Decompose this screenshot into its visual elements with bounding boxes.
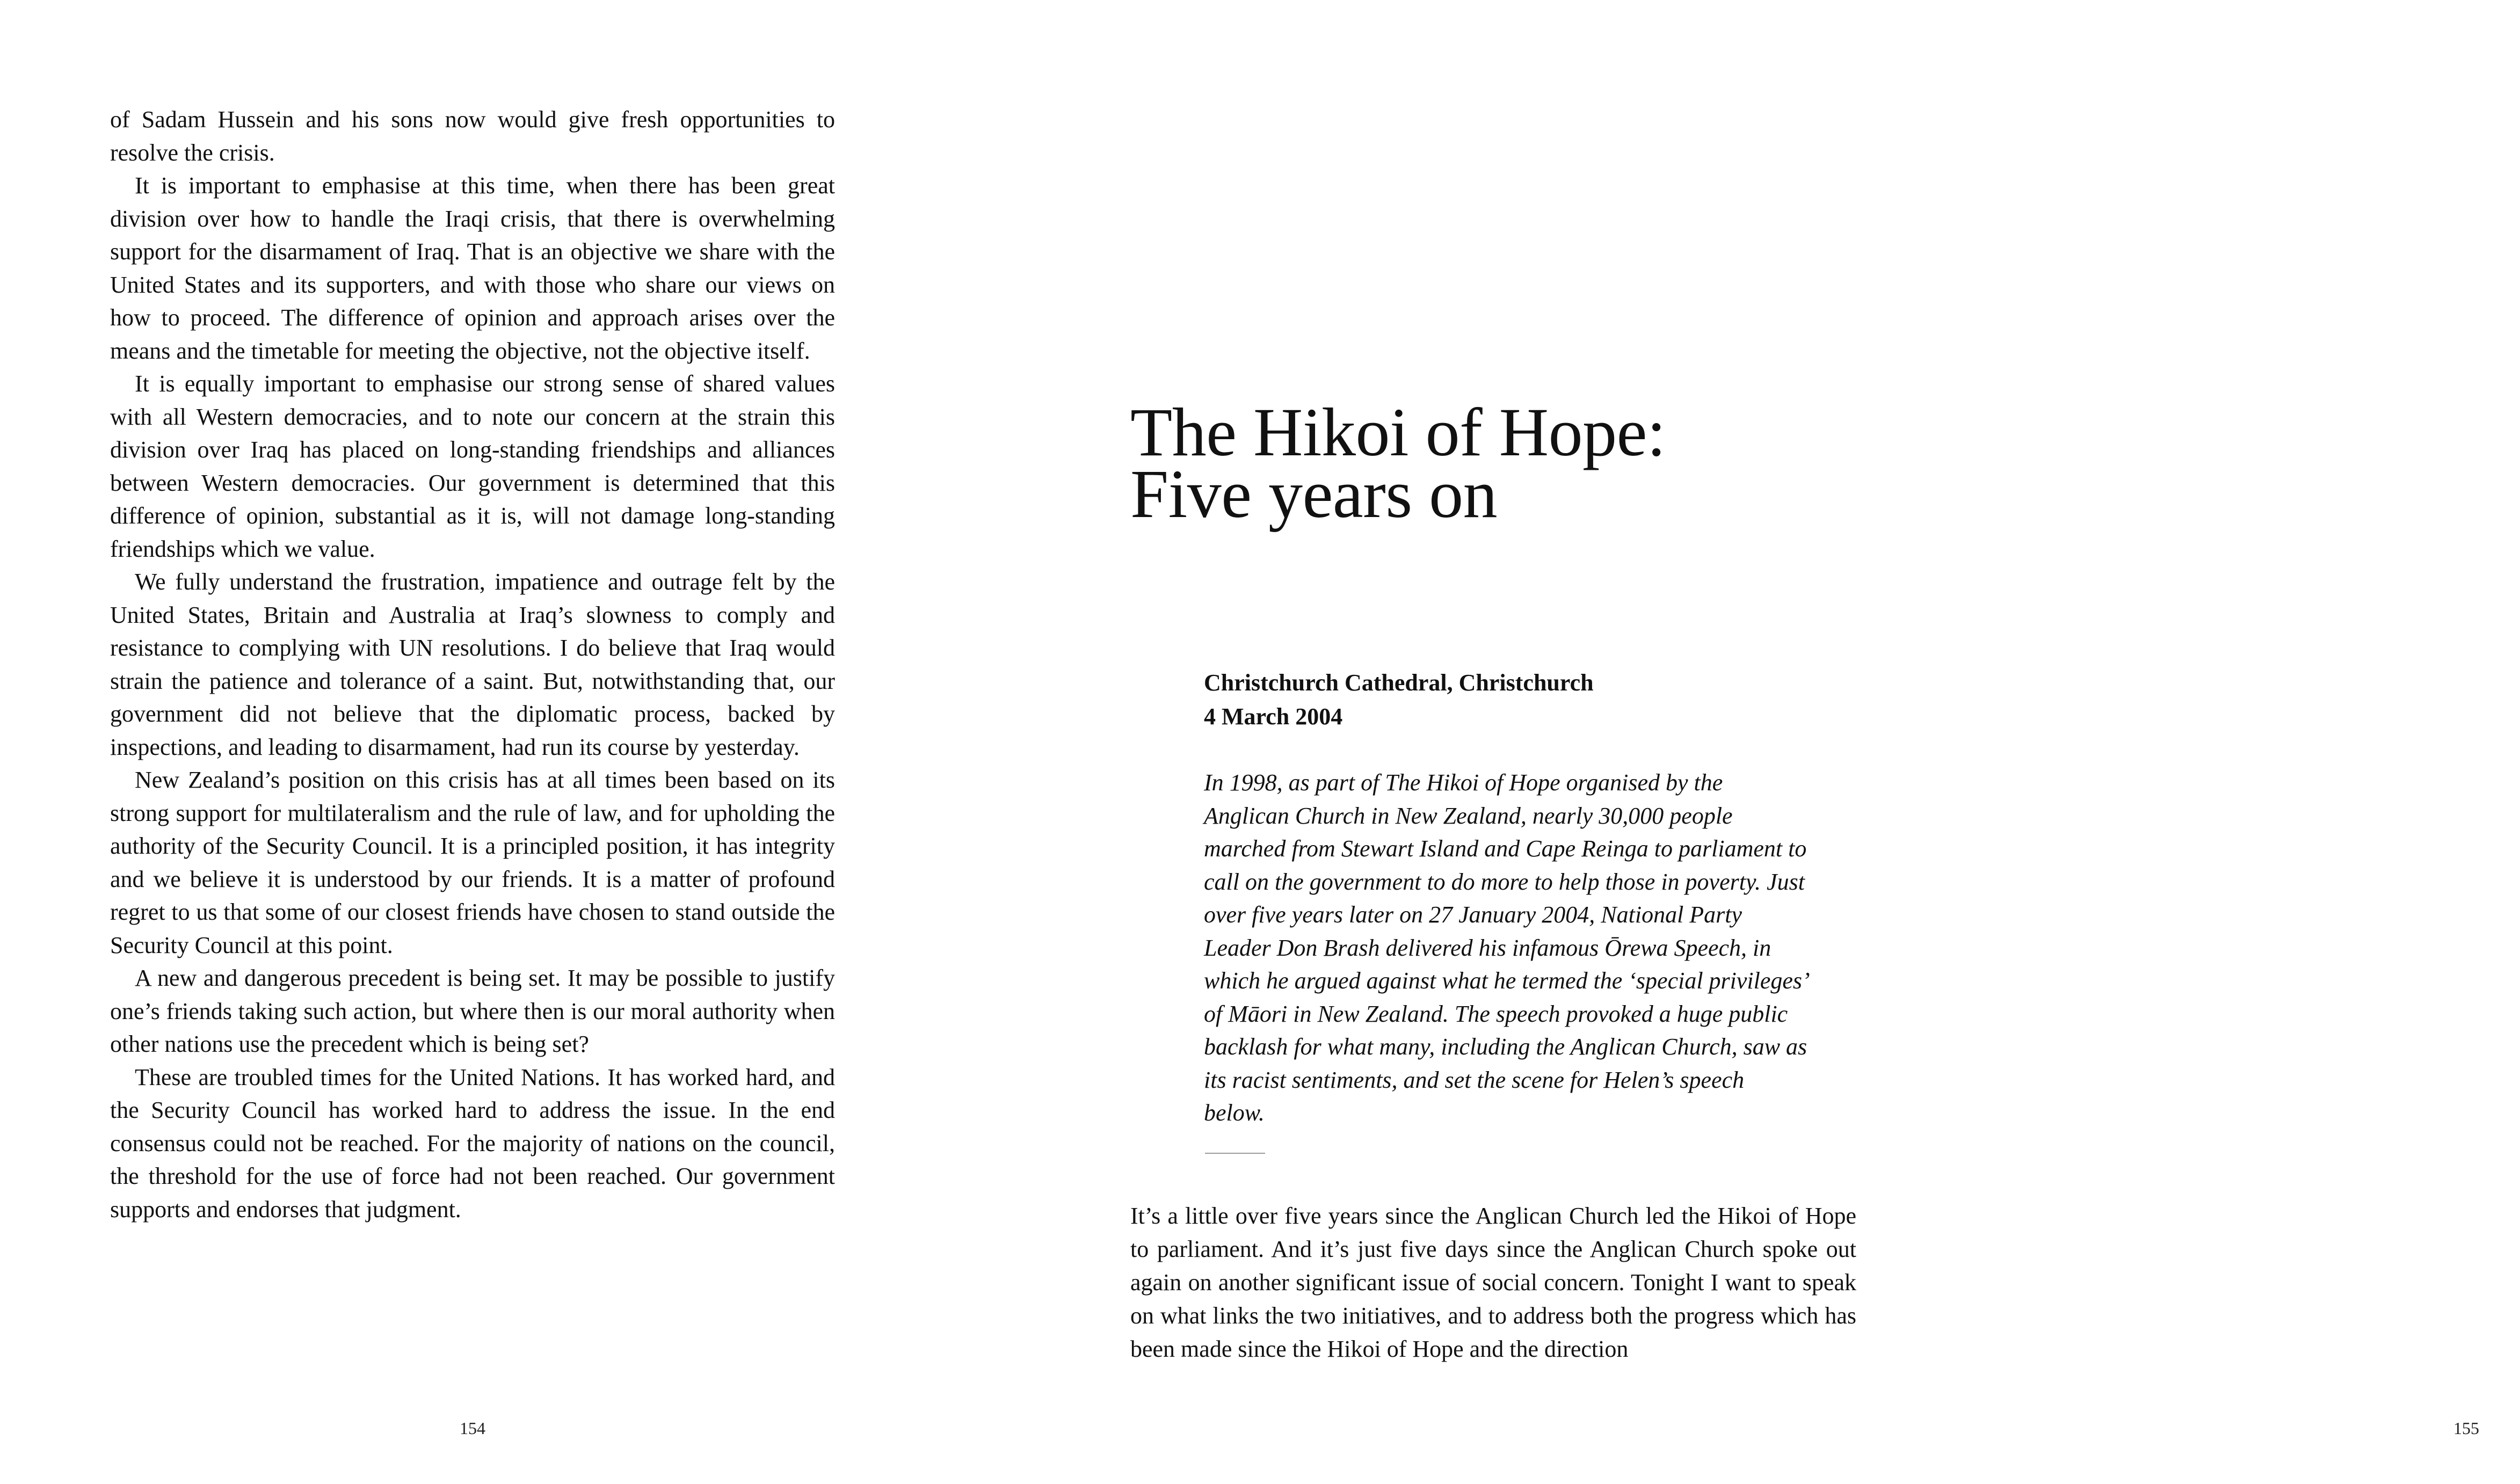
chapter-title-line: Five years on — [1130, 456, 1498, 532]
paragraph: New Zealand’s position on this crisis has at all times been based on its strong support for multilateralism and the rule of law, and for upholding the authority of the Security Council. It is a principled position, it has integrity and we believe it is understood by our friends. It is a matter of profound regret to us that some of our closest friends have chosen to stand outside the Security Council at this point. — [110, 767, 835, 958]
paragraph: We fully understand the frustration, impatience and outrage felt by the United States, Britain and Australia at Iraq’s slowness to comply and resistance to complying with UN resolutions. I do believe that Iraq would strain the patience and tolerance of a saint. But, notwithstanding that, our government did not believe that the diplomatic process, backed by inspections, and leading to disarmament, had run its course by yesterday. — [110, 569, 835, 760]
paragraph: It is equally important to emphasise our strong sense of shared values with all Western democracies, and to note our concern at the strain this division over Iraq has placed on long-standing friendships and alliances between Western democracies. Our government is determined that this difference of opinion, substantial as it is, will not damage long-standing friendships which we value. — [110, 370, 835, 562]
chapter-title-line: The Hikoi of Hope: — [1130, 394, 1666, 470]
left-page — [0, 0, 970, 1484]
page-number: 154 — [460, 1418, 485, 1438]
speech-body: It’s a little over five years since the Anglican Church led the Hikoi of Hope to parliament. And it’s just five days since the Anglican Church spoke out again on another significant issue of social concern. Tonight I want to speak on what links the two initiatives, and to address both the progress which has been made since the Hikoi of Hope and the direction — [1130, 1203, 1856, 1362]
page-number: 155 — [2453, 1418, 2479, 1438]
paragraph: A new and dangerous precedent is being set. It may be possible to justify one’s friends taking such action, but where then is our moral authority when other nations use the precedent which is being set? — [110, 965, 835, 1057]
chapter-title — [1130, 394, 1828, 532]
left-page-body — [110, 103, 835, 1226]
paragraph: These are troubled times for the United Nations. It has worked hard, and the Security Council has worked hard to address the issue. In the end consensus could not be reached. For the majority of nations on the council, the threshold for the use of force had not been reached. Our government supports and endorses that judgment. — [110, 1064, 835, 1223]
paragraph: It is important to emphasise at this time, when there has been great division over how to handle the Iraqi crisis, that there is overwhelming support for the disarmament of Iraq. That is an objective we share with the United States and its supporters, and with those who share our views on how to proceed. The difference of opinion and approach arises over the means and the timetable for meeting the objective, not the objective itself. — [110, 172, 835, 364]
speech-intro: In 1998, as part of The Hikoi of Hope organised by the Anglican Church in New Zealand, nearly 30,000 people marched from Stewart Island and Cape Reinga to parliament to call on the government to do more to help those in poverty. Just over five years later on 27 January 2004, National Party Leader Don Brash delivered his infamous Ōrewa Speech, in which he argued against what he termed the ‘special privileges’ of Māori in New Zealand. The speech provoked a huge public backlash for what many, including the Anglican Church, saw as its racist sentiments, and set the scene for Helen’s speech below. — [1204, 769, 1807, 1126]
speech-date: 4 March 2004 — [1204, 703, 1343, 730]
paragraph: of Sadam Hussein and his sons now would give fresh opportunities to resolve the crisis. — [110, 106, 835, 166]
right-page — [970, 0, 2479, 1484]
speech-venue: Christchurch Cathedral, Christchurch — [1204, 670, 1594, 696]
section-divider — [1205, 1153, 1265, 1154]
speech-venue-block — [1204, 666, 1848, 733]
